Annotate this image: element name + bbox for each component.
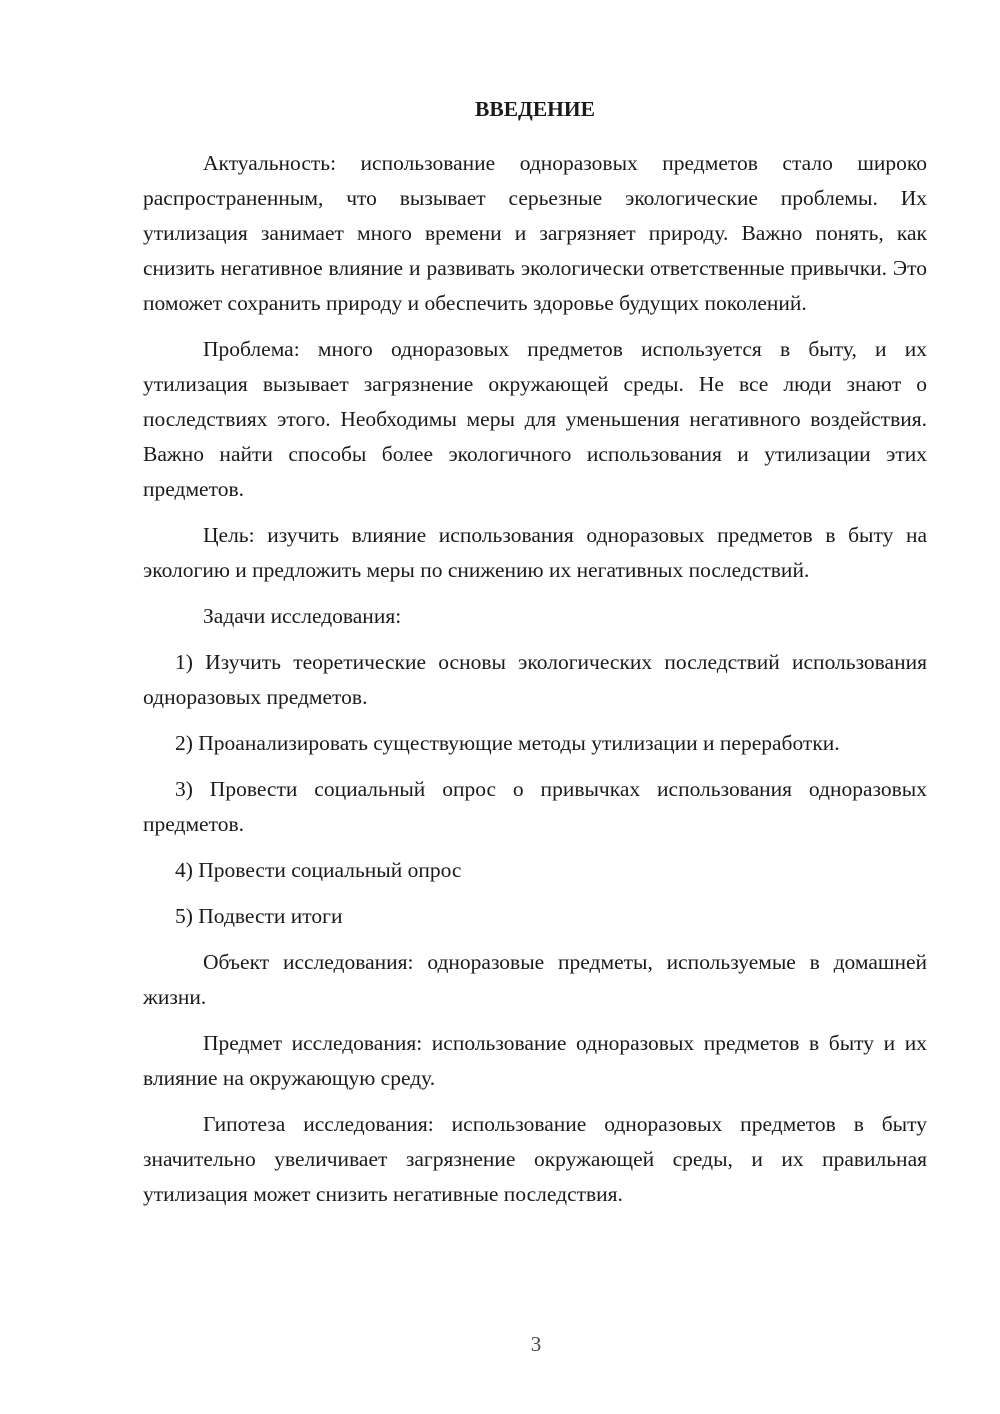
section-title: ВВЕДЕНИЕ [475,97,595,121]
paragraph-problem: Проблема: много одноразовых предметов используется в быту, и их утилизация вызывает загрязнение окружающей среды. Не все люди знают о последствиях этого. Необходимы меры для уменьшения негативного воздействия. Важно найти способы более экологичного использования и утилизации этих предметов. [143,337,927,501]
document-page [143,92,927,1212]
paragraph-subject: Предмет исследования: использование одноразовых предметов в быту и их влияние на окружающую среду. [143,1031,927,1090]
paragraph-relevance: Актуальность: использование одноразовых предметов стало широко распространенным, что вызывает серьезные экологические проблемы. Их утилизация занимает много времени и загрязняет природу. Важно понять, как снизить негативное влияние и развивать экологически ответственные привычки. Это поможет сохранить природу и обеспечить здоровье будущих поколений. [143,151,927,315]
paragraph-object: Объект исследования: одноразовые предметы, используемые в домашней жизни. [143,950,927,1009]
paragraph-goal: Цель: изучить влияние использования одноразовых предметов в быту на экологию и предложить меры по снижению их негативных последствий. [143,523,927,582]
task-item-2: 2) Проанализировать существующие методы утилизации и переработки. [175,731,840,755]
task-item-1: 1) Изучить теоретические основы экологических последствий использования одноразовых предметов. [143,650,927,709]
task-item-4: 4) Провести социальный опрос [175,858,462,882]
task-item-5: 5) Подвести итоги [175,904,343,928]
task-item-3: 3) Провести социальный опрос о привычках использования одноразовых предметов. [143,777,927,836]
paragraph-tasks-heading: Задачи исследования: [203,604,402,628]
paragraph-hypothesis: Гипотеза исследования: использование одноразовых предметов в быту значительно увеличивает загрязнение окружающей среды, и их правильная утилизация может снизить негативные последствия. [143,1112,927,1206]
page-number: 3 [530,1332,542,1356]
